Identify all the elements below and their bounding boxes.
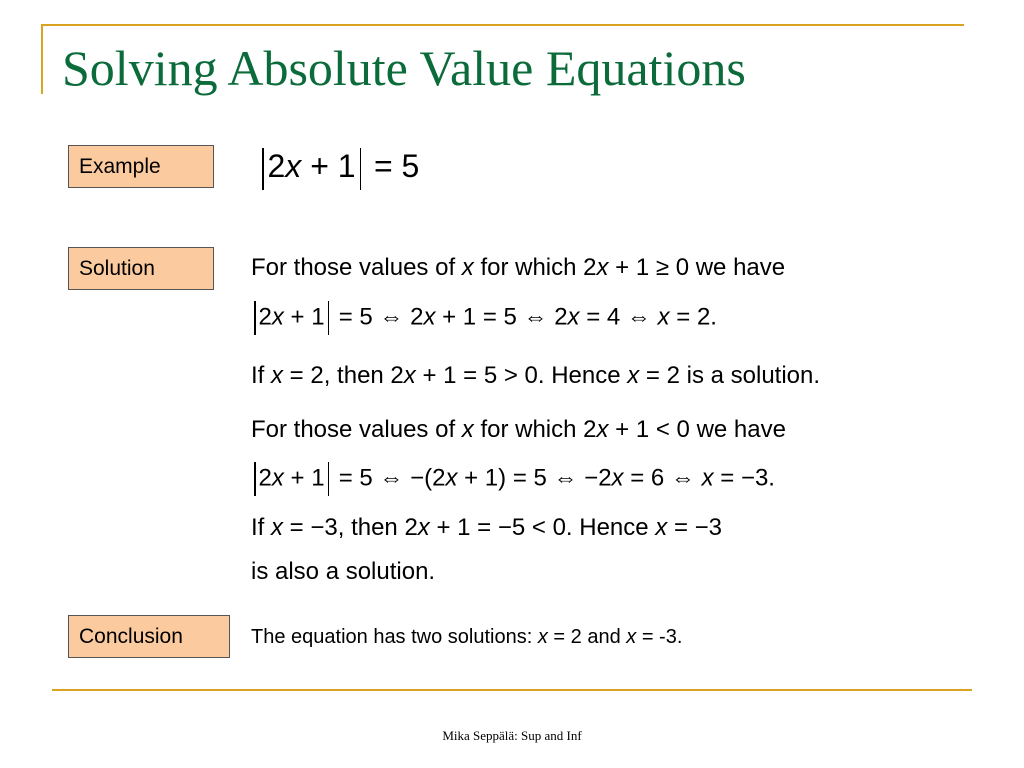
case2-intro: For those values of x for which 2x + 1 < 0 we have	[251, 416, 786, 443]
case2-tail: is also a solution.	[251, 558, 436, 585]
case2-check: If x = −3, then 2x + 1 = −5 < 0. Hence x = −3	[251, 514, 723, 541]
abs-bar-left	[254, 301, 256, 335]
conclusion-tag: Conclusion	[68, 615, 230, 658]
conclusion-text: The equation has two solutions: x = 2 and x = -3.	[251, 626, 683, 648]
slide-title: Solving Absolute Value Equations	[62, 40, 746, 96]
case1-check: If x = 2, then 2x + 1 = 5 > 0. Hence x = 2 is a solution.	[251, 362, 821, 389]
top-rule	[41, 24, 964, 26]
abs-bar-right	[328, 301, 330, 335]
case2-chain: 2x + 1 = 5 ⇔ −(2x + 1) = 5 ⇔ −2x = 6 ⇔ x = −3.	[251, 462, 775, 496]
abs-bar-right	[360, 148, 362, 190]
solution-tag: Solution	[68, 247, 214, 290]
abs-bar-left	[262, 148, 264, 190]
bottom-rule	[52, 689, 972, 691]
left-rule	[41, 24, 43, 94]
case1-intro: For those values of x for which 2x + 1 ≥ 0 we have	[251, 254, 786, 281]
case1-chain: 2x + 1 = 5 ⇔ 2x + 1 = 5 ⇔ 2x = 4 ⇔ x = 2.	[251, 301, 717, 335]
abs-bar-left	[254, 462, 256, 496]
example-equation: 2x + 1 = 5	[258, 146, 419, 190]
example-tag: Example	[68, 145, 214, 188]
abs-bar-right	[328, 462, 330, 496]
footer-text: Mika Seppälä: Sup and Inf	[442, 728, 582, 743]
